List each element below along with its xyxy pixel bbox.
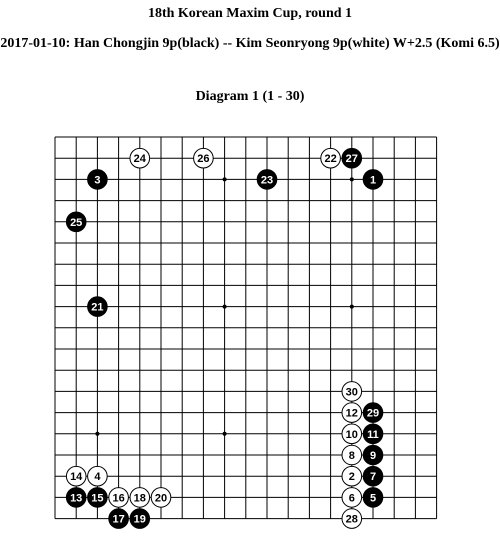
move-number: 24 (133, 153, 146, 166)
move-number: 10 (345, 428, 358, 441)
black-stone-19 (130, 509, 150, 529)
move-number: 20 (154, 492, 168, 505)
move-number: 7 (369, 471, 377, 484)
black-stone-9 (363, 445, 383, 465)
star-point (223, 177, 227, 181)
move-number: 17 (112, 513, 125, 526)
move-number: 14 (70, 471, 83, 484)
star-point (223, 432, 227, 436)
white-stone-18 (130, 488, 150, 508)
white-stone-20 (151, 488, 171, 508)
white-stone-16 (109, 488, 129, 508)
white-stone-8 (342, 445, 362, 465)
white-stone-26 (194, 148, 214, 168)
black-stone-15 (88, 488, 108, 508)
move-number: 3 (94, 174, 101, 187)
move-number: 21 (91, 301, 104, 314)
game-info: 2017-01-10: Han Chongjin 9p(black) -- Kim Seonryong 9p(white) W+2.5 (Komi 6.5) (0, 36, 500, 51)
star-point (350, 177, 354, 181)
move-number: 4 (94, 471, 101, 484)
white-stone-14 (66, 466, 86, 486)
move-number: 19 (133, 513, 146, 526)
move-number: 9 (369, 450, 377, 462)
move-number: 30 (345, 386, 358, 399)
move-number: 15 (91, 492, 104, 505)
move-number: 25 (70, 216, 83, 229)
move-number: 16 (112, 492, 125, 505)
black-stone-23 (257, 170, 277, 190)
move-number: 18 (133, 492, 146, 505)
black-stone-27 (342, 148, 362, 168)
move-number: 23 (260, 174, 274, 187)
black-stone-25 (66, 212, 86, 232)
move-number: 22 (324, 153, 337, 166)
star-point (223, 305, 227, 309)
move-number: 2 (348, 471, 355, 484)
white-stone-2 (342, 466, 362, 486)
move-number: 1 (369, 174, 377, 187)
white-stone-6 (342, 488, 362, 508)
black-stone-5 (363, 488, 383, 508)
white-stone-24 (130, 148, 150, 168)
white-stone-30 (342, 382, 362, 402)
black-stone-7 (363, 466, 383, 486)
move-number: 12 (345, 407, 358, 420)
white-stone-4 (88, 466, 108, 486)
black-stone-29 (363, 403, 383, 423)
white-stone-22 (321, 148, 341, 168)
black-stone-3 (88, 170, 108, 190)
move-number: 8 (348, 450, 355, 462)
move-number: 13 (70, 492, 83, 505)
black-stone-21 (88, 297, 108, 317)
black-stone-1 (363, 170, 383, 190)
black-stone-17 (109, 509, 129, 529)
star-point (95, 432, 99, 436)
move-number: 5 (369, 492, 377, 505)
white-stone-28 (342, 509, 362, 529)
tournament-title: 18th Korean Maxim Cup, round 1 (147, 6, 353, 21)
move-number: 29 (366, 407, 380, 420)
star-point (350, 305, 354, 309)
diagram-title: Diagram 1 (1 - 30) (195, 89, 305, 104)
move-number: 11 (367, 428, 379, 441)
move-number: 27 (345, 153, 358, 166)
move-number: 6 (348, 492, 355, 505)
white-stone-12 (342, 403, 362, 423)
move-number: 26 (197, 153, 210, 166)
black-stone-13 (66, 488, 86, 508)
move-number: 28 (345, 513, 358, 526)
white-stone-10 (342, 424, 362, 444)
black-stone-11 (363, 424, 383, 444)
